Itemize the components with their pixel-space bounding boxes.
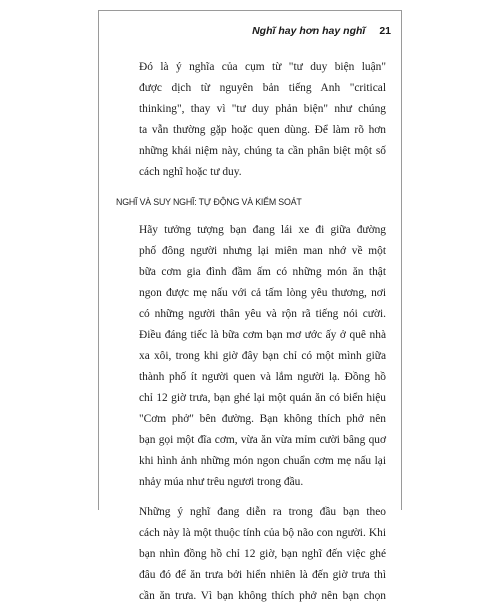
- text-line: Những ý nghĩ đang diễn ra trong đầu bạn theo: [139, 506, 386, 518]
- paragraph-2: [116, 220, 386, 493]
- text-line: cách nghĩ hoặc tư duy.: [139, 166, 242, 178]
- page-number: 21: [379, 25, 391, 37]
- text-line: phố đông người nhưng lại miên man nhớ về một: [139, 245, 386, 257]
- text-line: được dịch từ nguyên bản tiếng Anh "critical: [139, 82, 386, 94]
- text-line: Điều đáng tiếc là bữa cơm bạn mơ ước ấy ở quê nhà: [139, 329, 386, 341]
- chapter-title: Nghĩ hay hơn hay nghĩ: [252, 25, 366, 37]
- text-line: thành phố ít người quen và lắm người lạ. Đồng hồ: [139, 371, 386, 383]
- text-line: thinking", thay vì "tư duy phản biện" như chúng: [139, 103, 386, 115]
- text-line: nhảy múa như trêu ngươi trong đầu.: [139, 476, 304, 488]
- text-line: bạn nhìn đồng hồ chỉ 12 giờ, bạn nghĩ đến việc ghé: [139, 548, 386, 560]
- text-line: ngon được mẹ nấu với cả tấm lòng yêu thương, nơi: [139, 287, 386, 299]
- book-page: [98, 10, 402, 602]
- section-heading: NGHĨ VÀ SUY NGHĨ: TỰ ĐỘNG VÀ KIỂM SOÁT: [116, 197, 302, 208]
- text-line: xa xôi, trong khi giờ đây bạn chỉ có một mình giữa: [139, 350, 386, 362]
- page-body: [116, 57, 386, 607]
- text-line: Đó là ý nghĩa của cụm từ "tư duy biện luận": [139, 61, 386, 73]
- text-line: ta vẫn thường gặp hoặc quen dùng. Để làm rõ hơn: [139, 124, 386, 136]
- text-line: chỉ 12 giờ trưa, bạn ghé lại một quán ăn có biển hiệu: [139, 392, 386, 404]
- text-line: bữa cơm gia đình đầm ấm có những món ăn thật: [139, 266, 386, 278]
- paragraph-3: [116, 502, 386, 607]
- text-line: có những người thân yêu và rộn rã tiếng nói cười.: [139, 308, 386, 320]
- running-header: [252, 25, 391, 37]
- text-line: cần ăn trưa. Vì bạn không thích phở nên bạn chọn: [139, 590, 386, 602]
- text-line: Hãy tưởng tượng bạn đang lái xe đi giữa đường: [139, 224, 386, 236]
- text-line: "Cơm phở" bên đường. Bạn không thích phở nên: [139, 413, 386, 425]
- text-line: khi hình ảnh những món ngon chuẩn cơm mẹ nấu lại: [139, 455, 386, 467]
- text-line: những khái niệm này, chúng ta cần phân biệt một số: [139, 145, 386, 157]
- text-line: cách này là một thuộc tính của bộ não con người. Khi: [139, 527, 386, 539]
- text-line: đâu đó để ăn trưa bởi hiển nhiên là đến giờ trưa thì: [139, 569, 386, 581]
- paragraph-1: [116, 57, 386, 183]
- text-line: bạn gọi một đĩa cơm, vừa ăn vừa mỉm cười bâng quơ: [139, 434, 386, 446]
